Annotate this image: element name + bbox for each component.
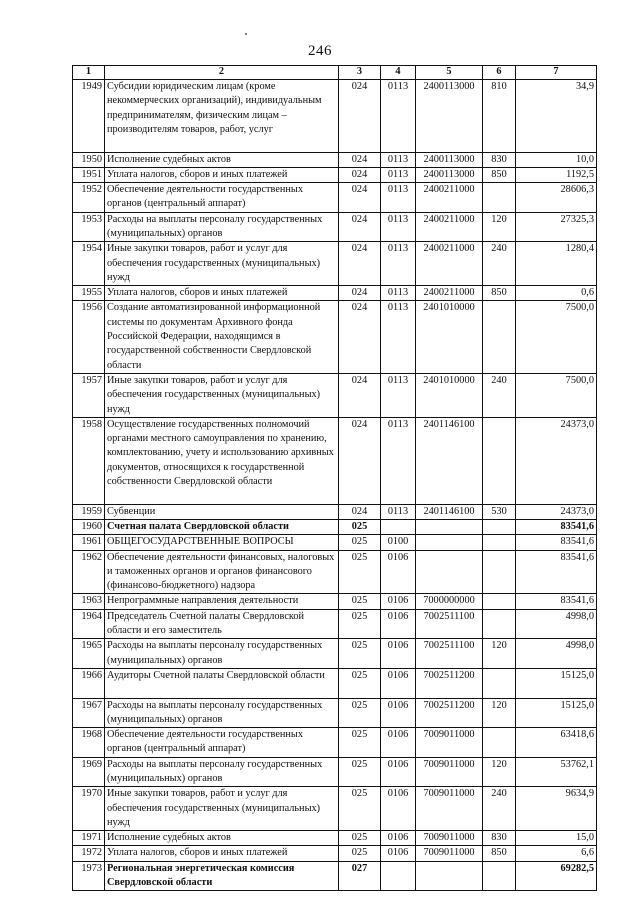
row-target-code: 7000000000 xyxy=(416,594,483,609)
row-number: 1954 xyxy=(73,242,105,286)
row-amount: 63418,6 xyxy=(516,728,597,758)
row-name: Уплата налогов, сборов и иных платежей xyxy=(105,167,339,182)
row-amount: 15125,0 xyxy=(516,698,597,728)
row-name: Расходы на выплаты персоналу государственных (муниципальных) органов xyxy=(105,212,339,242)
row-amount: 7500,0 xyxy=(516,301,597,374)
row-expense-type: 240 xyxy=(483,373,516,417)
row-section-code: 0106 xyxy=(381,550,416,594)
budget-table xyxy=(72,65,597,891)
row-expense-type xyxy=(483,861,516,891)
row-number: 1953 xyxy=(73,212,105,242)
row-section-code: 0100 xyxy=(381,535,416,550)
row-amount: 7500,0 xyxy=(516,373,597,417)
row-number: 1960 xyxy=(73,519,105,534)
row-section-code: 0113 xyxy=(381,373,416,417)
row-section-code: 0106 xyxy=(381,594,416,609)
row-expense-type: 120 xyxy=(483,639,516,669)
row-target-code: 2401146100 xyxy=(416,504,483,519)
table-row xyxy=(73,861,597,891)
table-row xyxy=(73,609,597,639)
row-amount: 4998,0 xyxy=(516,609,597,639)
row-admin-code: 025 xyxy=(339,831,381,846)
row-section-code: 0113 xyxy=(381,301,416,374)
row-target-code: 7009011000 xyxy=(416,757,483,787)
col-header-4: 4 xyxy=(381,66,416,80)
table-row xyxy=(73,242,597,286)
row-name: Создание автоматизированной информационной системы по документам Архивного фонда Российской Федерации, находящимся в государственной собственности Свердловской области xyxy=(105,301,339,374)
table-row xyxy=(73,757,597,787)
row-name: Региональная энергетическая комиссия Свердловской области xyxy=(105,861,339,891)
row-section-code: 0106 xyxy=(381,698,416,728)
row-target-code: 2400211000 xyxy=(416,286,483,301)
row-section-code: 0113 xyxy=(381,286,416,301)
row-amount: 15125,0 xyxy=(516,668,597,698)
row-number: 1966 xyxy=(73,668,105,698)
row-amount: 34,9 xyxy=(516,80,597,153)
row-target-code: 2400211000 xyxy=(416,212,483,242)
table-row xyxy=(73,286,597,301)
header-row xyxy=(73,66,597,80)
row-amount: 10,0 xyxy=(516,152,597,167)
row-admin-code: 025 xyxy=(339,698,381,728)
row-section-code: 0113 xyxy=(381,152,416,167)
row-admin-code: 024 xyxy=(339,183,381,213)
row-target-code: 7009011000 xyxy=(416,787,483,831)
row-expense-type: 850 xyxy=(483,286,516,301)
row-expense-type xyxy=(483,519,516,534)
row-amount: 83541,6 xyxy=(516,594,597,609)
table-row xyxy=(73,668,597,698)
row-number: 1956 xyxy=(73,301,105,374)
row-amount: 83541,6 xyxy=(516,535,597,550)
row-admin-code: 024 xyxy=(339,167,381,182)
table-row xyxy=(73,698,597,728)
row-name: ОБЩЕГОСУДАРСТВЕННЫЕ ВОПРОСЫ xyxy=(105,535,339,550)
row-name: Иные закупки товаров, работ и услуг для обеспечения государственных (муниципальных) нужд xyxy=(105,242,339,286)
row-target-code xyxy=(416,519,483,534)
row-expense-type xyxy=(483,609,516,639)
row-amount: 0,6 xyxy=(516,286,597,301)
row-expense-type: 830 xyxy=(483,831,516,846)
row-expense-type: 240 xyxy=(483,787,516,831)
row-name: Субсидии юридическим лицам (кроме некоммерческих организаций), индивидуальным предпринимателям, физическим лицам – производителям товаров, работ, услуг xyxy=(105,80,339,153)
row-expense-type: 120 xyxy=(483,757,516,787)
row-name: Иные закупки товаров, работ и услуг для обеспечения государственных (муниципальных) нужд xyxy=(105,787,339,831)
row-admin-code: 025 xyxy=(339,728,381,758)
row-target-code: 7002511200 xyxy=(416,668,483,698)
row-admin-code: 025 xyxy=(339,846,381,861)
row-number: 1965 xyxy=(73,639,105,669)
row-name: Уплата налогов, сборов и иных платежей xyxy=(105,286,339,301)
row-target-code: 7002511100 xyxy=(416,639,483,669)
row-admin-code: 025 xyxy=(339,639,381,669)
row-section-code: 0113 xyxy=(381,212,416,242)
row-expense-type xyxy=(483,728,516,758)
row-number: 1962 xyxy=(73,550,105,594)
row-admin-code: 024 xyxy=(339,301,381,374)
row-number: 1950 xyxy=(73,152,105,167)
scan-speck xyxy=(245,33,247,35)
row-target-code xyxy=(416,535,483,550)
row-admin-code: 025 xyxy=(339,594,381,609)
row-target-code: 7009011000 xyxy=(416,831,483,846)
row-target-code: 7009011000 xyxy=(416,846,483,861)
row-section-code: 0106 xyxy=(381,757,416,787)
row-name: Председатель Счетной палаты Свердловской области и его заместитель xyxy=(105,609,339,639)
row-number: 1951 xyxy=(73,167,105,182)
row-target-code xyxy=(416,861,483,891)
row-expense-type xyxy=(483,301,516,374)
row-name: Расходы на выплаты персоналу государственных (муниципальных) органов xyxy=(105,757,339,787)
row-number: 1958 xyxy=(73,417,105,504)
row-target-code: 2401010000 xyxy=(416,301,483,374)
row-name: Расходы на выплаты персоналу государственных (муниципальных) органов xyxy=(105,698,339,728)
row-number: 1963 xyxy=(73,594,105,609)
row-target-code: 2400211000 xyxy=(416,183,483,213)
table-row xyxy=(73,373,597,417)
table-body xyxy=(73,80,597,891)
row-expense-type xyxy=(483,594,516,609)
row-admin-code: 025 xyxy=(339,787,381,831)
col-header-1: 1 xyxy=(73,66,105,80)
row-name: Аудиторы Счетной палаты Свердловской области xyxy=(105,668,339,698)
row-expense-type xyxy=(483,535,516,550)
row-admin-code: 024 xyxy=(339,286,381,301)
row-admin-code: 025 xyxy=(339,668,381,698)
row-section-code: 0113 xyxy=(381,167,416,182)
row-expense-type: 120 xyxy=(483,212,516,242)
row-amount: 1280,4 xyxy=(516,242,597,286)
row-section-code xyxy=(381,861,416,891)
row-number: 1961 xyxy=(73,535,105,550)
table-row xyxy=(73,417,597,504)
row-amount: 53762,1 xyxy=(516,757,597,787)
row-section-code: 0113 xyxy=(381,183,416,213)
row-name: Осуществление государственных полномочий органами местного самоуправления по хранению, комплектованию, учету и использованию архивных документов, относящихся к государственной собственности Свердловской области xyxy=(105,417,339,504)
row-number: 1957 xyxy=(73,373,105,417)
row-section-code: 0113 xyxy=(381,242,416,286)
col-header-2: 2 xyxy=(105,66,339,80)
row-expense-type xyxy=(483,550,516,594)
col-header-3: 3 xyxy=(339,66,381,80)
page-number: 246 xyxy=(308,43,332,59)
row-target-code: 7009011000 xyxy=(416,728,483,758)
row-admin-code: 025 xyxy=(339,609,381,639)
row-target-code: 2401146100 xyxy=(416,417,483,504)
row-amount: 27325,3 xyxy=(516,212,597,242)
row-section-code: 0113 xyxy=(381,80,416,153)
row-name: Расходы на выплаты персоналу государственных (муниципальных) органов xyxy=(105,639,339,669)
row-amount: 9634,9 xyxy=(516,787,597,831)
row-admin-code: 024 xyxy=(339,152,381,167)
table-row xyxy=(73,787,597,831)
row-name: Обеспечение деятельности государственных органов (центральный аппарат) xyxy=(105,728,339,758)
row-number: 1972 xyxy=(73,846,105,861)
row-amount: 15,0 xyxy=(516,831,597,846)
row-section-code: 0106 xyxy=(381,728,416,758)
row-section-code: 0106 xyxy=(381,846,416,861)
row-target-code: 2400113000 xyxy=(416,152,483,167)
row-name: Субвенции xyxy=(105,504,339,519)
row-expense-type: 810 xyxy=(483,80,516,153)
row-section-code: 0106 xyxy=(381,639,416,669)
row-name: Счетная палата Свердловской области xyxy=(105,519,339,534)
row-target-code: 7002511100 xyxy=(416,609,483,639)
table-row xyxy=(73,167,597,182)
row-amount: 4998,0 xyxy=(516,639,597,669)
table-row xyxy=(73,301,597,374)
row-admin-code: 025 xyxy=(339,757,381,787)
row-amount: 83541,6 xyxy=(516,550,597,594)
table-row xyxy=(73,152,597,167)
row-admin-code: 024 xyxy=(339,242,381,286)
row-target-code: 2401010000 xyxy=(416,373,483,417)
row-section-code: 0113 xyxy=(381,504,416,519)
row-target-code: 2400211000 xyxy=(416,242,483,286)
row-name: Исполнение судебных актов xyxy=(105,152,339,167)
row-section-code: 0106 xyxy=(381,609,416,639)
table-row xyxy=(73,519,597,534)
row-expense-type xyxy=(483,417,516,504)
table-row xyxy=(73,183,597,213)
row-admin-code: 024 xyxy=(339,373,381,417)
row-number: 1955 xyxy=(73,286,105,301)
row-amount: 83541,6 xyxy=(516,519,597,534)
row-expense-type: 240 xyxy=(483,242,516,286)
row-number: 1968 xyxy=(73,728,105,758)
row-admin-code: 024 xyxy=(339,504,381,519)
row-amount: 69282,5 xyxy=(516,861,597,891)
col-header-5: 5 xyxy=(416,66,483,80)
row-admin-code: 025 xyxy=(339,550,381,594)
row-expense-type: 830 xyxy=(483,152,516,167)
table-row xyxy=(73,504,597,519)
row-amount: 28606,3 xyxy=(516,183,597,213)
row-number: 1967 xyxy=(73,698,105,728)
row-number: 1952 xyxy=(73,183,105,213)
row-number: 1964 xyxy=(73,609,105,639)
row-expense-type: 120 xyxy=(483,698,516,728)
row-amount: 24373,0 xyxy=(516,504,597,519)
row-number: 1969 xyxy=(73,757,105,787)
row-target-code: 2400113000 xyxy=(416,167,483,182)
row-number: 1959 xyxy=(73,504,105,519)
row-expense-type: 850 xyxy=(483,167,516,182)
row-expense-type: 850 xyxy=(483,846,516,861)
table-row xyxy=(73,212,597,242)
row-admin-code: 024 xyxy=(339,80,381,153)
row-admin-code: 025 xyxy=(339,519,381,534)
table-row xyxy=(73,535,597,550)
row-number: 1973 xyxy=(73,861,105,891)
row-target-code: 7002511200 xyxy=(416,698,483,728)
row-admin-code: 024 xyxy=(339,417,381,504)
row-name: Иные закупки товаров, работ и услуг для обеспечения государственных (муниципальных) нужд xyxy=(105,373,339,417)
row-section-code: 0106 xyxy=(381,787,416,831)
row-target-code xyxy=(416,550,483,594)
row-section-code: 0113 xyxy=(381,417,416,504)
row-admin-code: 027 xyxy=(339,861,381,891)
row-number: 1949 xyxy=(73,80,105,153)
row-number: 1971 xyxy=(73,831,105,846)
row-name: Уплата налогов, сборов и иных платежей xyxy=(105,846,339,861)
row-expense-type: 530 xyxy=(483,504,516,519)
col-header-6: 6 xyxy=(483,66,516,80)
row-target-code: 2400113000 xyxy=(416,80,483,153)
table-row xyxy=(73,728,597,758)
table-row xyxy=(73,594,597,609)
row-amount: 24373,0 xyxy=(516,417,597,504)
row-number: 1970 xyxy=(73,787,105,831)
table-row xyxy=(73,80,597,153)
row-expense-type xyxy=(483,183,516,213)
row-section-code xyxy=(381,519,416,534)
row-name: Исполнение судебных актов xyxy=(105,831,339,846)
row-section-code: 0106 xyxy=(381,831,416,846)
row-amount: 1192,5 xyxy=(516,167,597,182)
table-row xyxy=(73,831,597,846)
row-name: Обеспечение деятельности финансовых, налоговых и таможенных органов и органов финансового (финансово-бюджетного) надзора xyxy=(105,550,339,594)
row-amount: 6,6 xyxy=(516,846,597,861)
row-admin-code: 025 xyxy=(339,535,381,550)
table-row xyxy=(73,639,597,669)
table-row xyxy=(73,846,597,861)
row-expense-type xyxy=(483,668,516,698)
col-header-7: 7 xyxy=(516,66,597,80)
table-row xyxy=(73,550,597,594)
row-section-code: 0106 xyxy=(381,668,416,698)
row-name: Обеспечение деятельности государственных органов (центральный аппарат) xyxy=(105,183,339,213)
row-admin-code: 024 xyxy=(339,212,381,242)
row-name: Непрограммные направления деятельности xyxy=(105,594,339,609)
